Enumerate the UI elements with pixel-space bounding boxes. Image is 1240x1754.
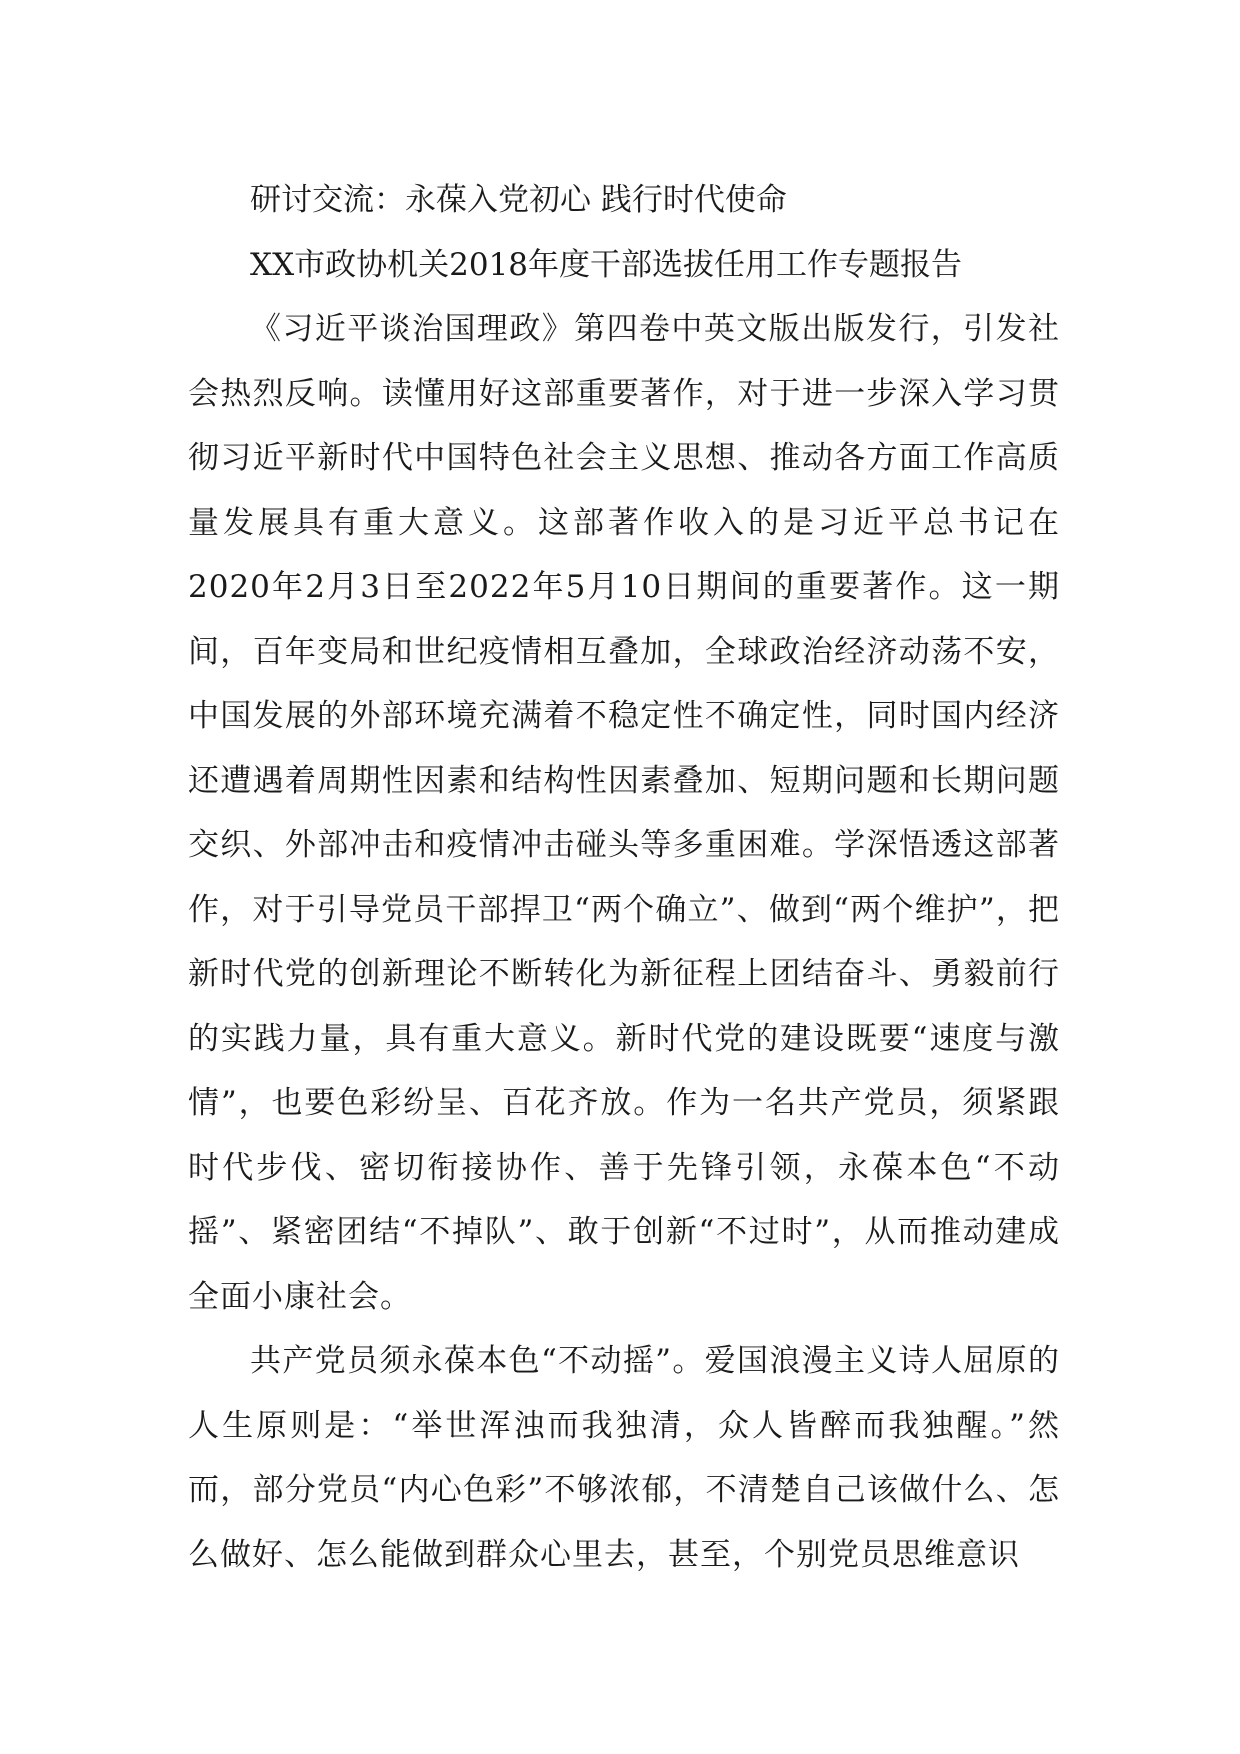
paragraph-2: 共产党员须永葆本色“不动摇”。爱国浪漫主义诗人屈原的人生原则是：“举世浑浊而我独清，众人皆醉而我独醒。”然而，部分党员“内心色彩”不够浓郁，不清楚自己该做什么、怎么做好、怎么能做到群众心里去，甚至，个别党员思维意识 [188,1343,1060,1573]
paragraph-1: 《习近平谈治国理政》第四卷中英文版出版发行，引发社会热烈反响。读懂用好这部重要著作，对于进一步深入学习贯彻习近平新时代中国特色社会主义思想、推动各方面工作高质量发展具有重大意义。这部著作收入的是习近平总书记在2020年2月3日至2022年5月10日期间的重要著作。这一期间，百年变局和世纪疫情相互叠加，全球政治经济动荡不安，中国发展的外部环境充满着不稳定性不确定性，同时国内经济还遭遇着周期性因素和结构性因素叠加、短期问题和长期问题交织、外部冲击和疫情冲击碰头等多重困难。学深悟透这部著作，对于引导党员干部捍卫“两个确立”、做到“两个维护”，把新时代党的创新理论不断转化为新征程上团结奋斗、勇毅前行的实践力量，具有重大意义。新时代党的建设既要“速度与激情”，也要色彩纷呈、百花齐放。作为一名共产党员，须紧跟时代步伐、密切衔接协作、善于先锋引领，永葆本色“不动摇”、紧密团结“不掉队”、敢于创新“不过时”，从而推动建成全面小康社会。 [188,311,1060,1315]
document-body [188,168,1060,1587]
document-subtitle: XX市政协机关2018年度干部选拔任用工作专题报告 [250,246,963,283]
document-title: 研讨交流：永葆入党初心 践行时代使命 [250,182,787,218]
